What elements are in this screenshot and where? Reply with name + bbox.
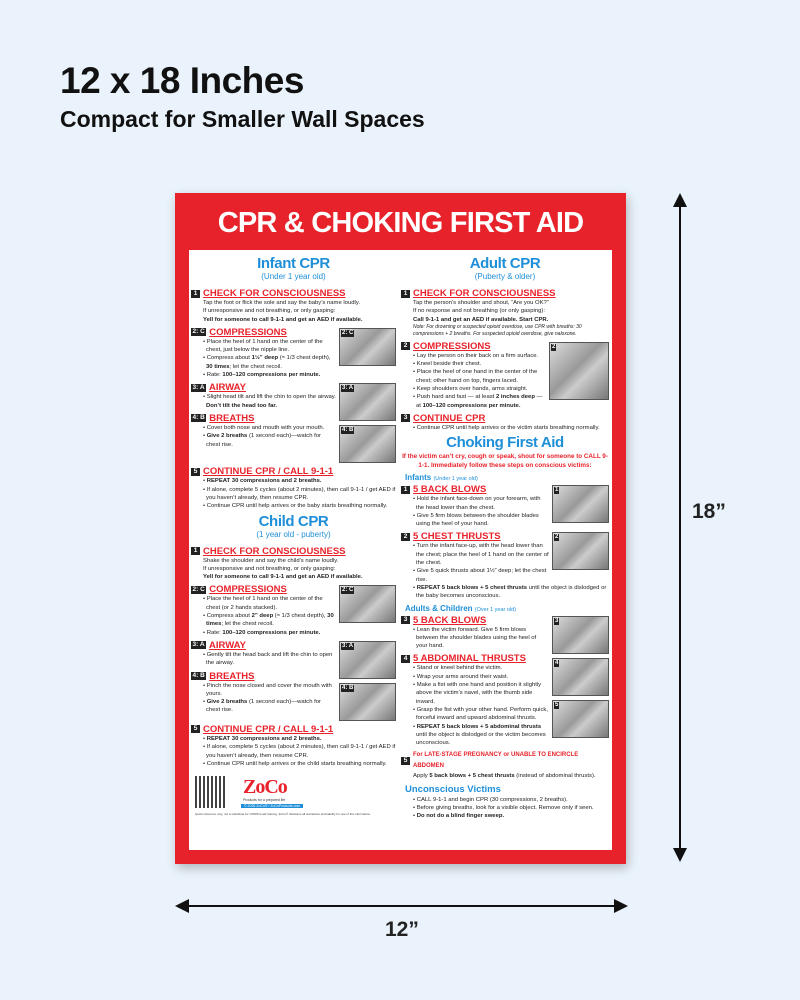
step <box>401 341 609 410</box>
step-bullet: • Lean the victim forward. Give 5 firm blows between the shoulder blades using the heel of your hand. <box>413 626 537 650</box>
step-title: 5 BACK BLOWS <box>413 614 487 626</box>
step <box>191 382 396 410</box>
zoco-logo: ZoCo <box>243 776 287 799</box>
illustration-label: 4 <box>555 659 559 666</box>
text: Compress about <box>206 355 252 362</box>
subsection-title: Adults & Children <box>405 603 473 613</box>
arrow-up-icon <box>673 193 687 207</box>
bold-text: 100–120 compressions per minute. <box>222 629 321 636</box>
bold-text: Yell for someone to call 9-1-1 and get an AED if available. <box>203 574 363 581</box>
width-label: 12” <box>385 918 419 941</box>
step-header <box>401 288 609 299</box>
illustration-label: 4: B <box>342 427 354 434</box>
step-bullet: • If alone, complete 5 cycles (about 2 minutes), then call 9-1-1 / get AED if you haven’t already, then resume CPR. <box>203 486 396 501</box>
step-badge: 2: C <box>192 328 205 336</box>
step-badge: 3 <box>401 616 410 624</box>
step-bullet: • Push hard and fast — at least 2 inches deep — at 100–120 compressions per minute. <box>413 394 543 409</box>
page-heading: 12 x 18 Inches <box>60 60 304 101</box>
illustration <box>552 658 609 696</box>
step-note: Note: For drowning or suspected opioid overdose, use CPR with breaths: 30 compressions + 2 breaths. For suspected opioid overdose, give naloxone. <box>413 323 582 337</box>
bold-text: 2” deep <box>251 613 274 620</box>
bold-text: 30 times <box>206 363 230 370</box>
text: Shake the shoulder and say the child’s name loudly. <box>203 557 339 564</box>
step <box>401 653 609 747</box>
step-title: CHECK FOR CONSCIOUSNESS <box>203 545 346 557</box>
step-badge: 1 <box>191 290 200 298</box>
text: Lean the victim forward. Give 5 firm blows between the shoulder blades using the heel of your hand. <box>416 626 537 650</box>
step-bullet: • Continue CPR until help arrives or the child starts breathing normally. <box>203 760 387 767</box>
bold-text: 100–120 compressions per minute. <box>222 372 321 379</box>
illustration <box>339 425 396 463</box>
step-line <box>401 299 609 307</box>
illustration-label: 1 <box>555 487 559 494</box>
choking-instruction: If the victim can’t cry, cough or speak, shout for someone to CALL 9-1-1. Immediately follow these steps on conscious victims: <box>402 453 608 469</box>
logo-tagline: Products for a prepared life <box>243 798 286 803</box>
step-title: CHECK FOR CONSCIOUSNESS <box>203 288 346 299</box>
step-title: For LATE-STAGE PREGNANCY or UNABLE TO ENCIRCLE ABDOMEN <box>413 752 579 770</box>
text: Make a fist with one hand and position it slightly above the victim’s navel, with the thumb side inward. <box>416 682 542 705</box>
step-bullet: • Gently tilt the head back and lift the chin to open the airway. <box>203 651 333 667</box>
step-line <box>191 316 396 324</box>
illustration <box>339 383 396 421</box>
illustration <box>552 532 609 570</box>
step <box>191 640 396 668</box>
step-badge: 1 <box>401 486 410 494</box>
step-bullet: • Give 2 breaths (1 second each)—watch for chest rise. <box>203 433 321 448</box>
height-label: 18” <box>692 500 726 523</box>
step-bullet: • Pinch the nose closed and cover the mouth with yours. <box>203 682 332 697</box>
right-column <box>401 256 609 821</box>
text: CALL 9-1-1 and begin CPR (30 compressions, 2 breaths). <box>416 796 568 803</box>
text: If alone, complete 5 cycles (about 2 minutes), then call 9-1-1 / get AED if you haven’t already, then resume CPR. <box>206 744 396 759</box>
subsection-heading <box>405 604 609 613</box>
bold-text: REPEAT 30 compressions and 2 breaths. <box>206 478 322 485</box>
text: Push hard and fast — at least <box>416 394 496 401</box>
step-bullet: • Give 5 quick thrusts about 1½” deep; let the chest rise. <box>413 568 547 583</box>
text: Apply <box>413 773 430 780</box>
width-arrow <box>180 905 626 907</box>
step-line <box>191 565 396 573</box>
step-title: COMPRESSIONS <box>209 326 287 338</box>
illustration-label: 2 <box>555 534 559 541</box>
step-title: 5 CHEST THRUSTS <box>413 531 501 543</box>
text: If unresponsive and not breathing, or only gasping: <box>203 565 336 572</box>
step-bullet: • Compress about 1½” deep (≈ 1/3 chest depth), 30 times; let the chest recoil. <box>203 355 331 370</box>
text: Before giving breaths, look for a visible object. Remove only if seen. <box>416 804 594 811</box>
step-bullet: • Continue CPR until help arrives or the victim starts breathing normally. <box>413 424 600 431</box>
step-line <box>401 772 609 780</box>
step-title: CONTINUE CPR / CALL 9-1-1 <box>203 723 334 735</box>
step-badge: 1 <box>191 547 200 555</box>
step <box>191 288 396 324</box>
step <box>191 466 396 510</box>
text: Stand or kneel behind the victim. <box>416 665 503 672</box>
section-subtitle: (Puberty & older) <box>474 272 536 281</box>
step-header <box>401 653 549 664</box>
disclaimer: Quick reference only, not a substitute for CPR/first aid training. ZoCo® disclaims all warranties and liability for use of this information. <box>195 812 371 817</box>
step-title: COMPRESSIONS <box>413 340 491 352</box>
step-bullet: • Place the heel of 1 hand on the center of the chest, just below the nipple line. <box>203 338 323 354</box>
step <box>191 584 396 636</box>
section-title: Choking First Aid <box>446 434 564 452</box>
left-column <box>191 256 396 818</box>
illustration-label: 3 <box>555 617 559 624</box>
subsection-heading <box>405 473 609 482</box>
illustration <box>549 342 609 400</box>
step-line <box>191 573 396 581</box>
bold-text: REPEAT 5 back blows + 5 chest thrusts <box>416 584 528 591</box>
step-header <box>401 341 546 352</box>
step-badge: 2 <box>401 342 410 350</box>
bold-text: Do not do a blind finger sweep. <box>416 813 505 820</box>
text: (≈ 1/3 chest depth), <box>278 355 331 362</box>
bold-text: 30 times <box>206 613 334 628</box>
bold-text: REPEAT 30 compressions and 2 breaths. <box>206 735 322 742</box>
step-header <box>191 640 336 651</box>
illustration <box>339 641 396 679</box>
step <box>401 288 609 338</box>
bold-text: REPEAT 5 back blows + 5 abdominal thrusts <box>416 723 542 730</box>
bold-text: Give 2 breaths <box>206 699 248 706</box>
step-badge: 1 <box>401 290 410 298</box>
step-bullet: • Continue CPR until help arrives or the baby starts breathing normally. <box>203 503 388 510</box>
unconscious-title: Unconscious Victims <box>405 783 501 795</box>
step-bullet: • Keep shoulders over hands, arms straight. <box>413 386 528 393</box>
text: Kneel beside their chest. <box>416 361 482 368</box>
illustration-label: 2 <box>552 343 556 350</box>
text: Hold the infant face-down on your forearm, with the head lower than the chest. <box>416 496 541 511</box>
height-arrow <box>679 198 681 858</box>
bold-text: 100–120 compressions per minute. <box>422 402 521 409</box>
illustration <box>339 585 396 623</box>
text: Keep shoulders over hands, arms straight. <box>416 386 528 393</box>
poster-sheet <box>189 250 612 850</box>
step-title: COMPRESSIONS <box>209 584 287 596</box>
text: Pinch the nose closed and cover the mouth with yours. <box>206 682 332 697</box>
bullet: • CALL 9-1-1 and begin CPR (30 compressions, 2 breaths). <box>413 796 568 803</box>
text: — at <box>416 394 543 409</box>
arrow-down-icon <box>673 848 687 862</box>
illustration-label: 3: A <box>342 642 354 649</box>
step-bullet: • Slight head tilt and lift the chin to open the airway. Don’t tilt the head too far. <box>203 394 336 409</box>
arrow-right-icon <box>614 899 628 913</box>
illustration <box>552 700 609 738</box>
text: Give 5 quick thrusts about 1½” deep; let the chest rise. <box>416 568 547 583</box>
step-title: AIRWAY <box>209 382 247 394</box>
section-subtitle: (Under 1 year old) <box>261 272 326 281</box>
step-bullet: • Lay the person on their back on a firm surface. <box>413 352 539 359</box>
step-bullet: • Cover both nose and mouth with your mouth. <box>203 424 325 431</box>
illustration <box>552 616 609 654</box>
step-badge: 2: C <box>192 585 205 593</box>
text: (1 second each)—watch for chest rise. <box>206 699 321 714</box>
text: Continue CPR until help arrives or the baby starts breathing normally. <box>206 503 388 510</box>
step-header <box>191 382 336 393</box>
step-bullet: • Hold the infant face-down on your forearm, with the head lower than the chest. <box>413 496 541 511</box>
step-title: CONTINUE CPR <box>413 412 486 424</box>
step-line <box>401 316 609 324</box>
step <box>191 546 396 582</box>
text: Slight head tilt and lift the chin to open the airway. <box>206 394 336 401</box>
step-header <box>191 466 396 477</box>
step-bullet: • REPEAT 30 compressions and 2 breaths. <box>203 478 322 485</box>
illustration <box>552 485 609 523</box>
section-title: Infant CPR <box>257 255 330 272</box>
step-header <box>401 531 549 542</box>
poster-title: CPR & CHOKING FIRST AID <box>217 207 584 239</box>
step-badge: 4: B <box>192 672 205 680</box>
step-bullet: • Kneel beside their chest. <box>413 361 482 368</box>
step-title: CHECK FOR CONSCIOUSNESS <box>413 288 556 299</box>
text: Lay the person on their back on a firm surface. <box>416 352 539 359</box>
step-bullet: • If alone, complete 5 cycles (about 2 minutes), then call 9-1-1 / get AED if you haven’t already, then resume CPR. <box>203 744 396 759</box>
text: Grasp the fist with your other hand. Perform quick, forceful inward and upward abdominal thrusts. <box>416 706 548 722</box>
bullet: • Before giving breaths, look for a visible object. Remove only if seen. <box>413 804 594 811</box>
text: If alone, complete 5 cycles (about 2 minutes), then call 9-1-1 / get AED if you haven’t already, then resume CPR. <box>206 486 396 501</box>
illustration-label: 2: C <box>342 587 354 594</box>
step-header <box>191 724 396 735</box>
illustration-label: 4: B <box>342 684 354 691</box>
step-bullet: • REPEAT 5 back blows + 5 chest thrusts until the object is dislodged or the baby becomes unconscious. <box>413 584 607 600</box>
step-badge: 4 <box>401 655 410 663</box>
text: If no response and not breathing (or only gasping): <box>413 308 545 315</box>
illustration-label: 3: A <box>342 385 354 392</box>
bold-text: 1½” deep <box>251 355 279 362</box>
step-bullet: • Rate: 100–120 compressions per minute. <box>203 372 321 379</box>
step-title: BREATHS <box>209 412 255 424</box>
arrow-left-icon <box>175 899 189 913</box>
text: ; let the chest recoil. <box>221 621 274 628</box>
text: Tap the person’s shoulder and shout, “Are you OK?” <box>413 300 549 306</box>
step-bullet: • Give 2 breaths (1 second each)—watch for chest rise. <box>203 699 321 714</box>
subsection-title: Infants <box>405 473 432 483</box>
step-bullet: • Wrap your arms around their waist. <box>413 673 509 680</box>
step <box>401 750 609 780</box>
text: (instead of abdominal thrusts). <box>514 773 596 780</box>
step-badge: 3: A <box>192 641 205 649</box>
step-bullet: • Stand or kneel behind the victim. <box>413 665 503 672</box>
bold-text: Don’t tilt the head too far. <box>206 402 278 409</box>
text: Continue CPR until help arrives or the child starts breathing normally. <box>206 760 387 767</box>
step-header <box>401 615 549 626</box>
step-bullet: • Turn the infant face-up, with the head lower than the chest; place the heel of 1 hand on the center of the chest. <box>413 543 549 567</box>
text: Wrap your arms around their waist. <box>416 673 509 680</box>
step-bullet: • Make a fist with one hand and position it slightly above the victim’s navel, with the thumb side inward. <box>413 682 542 705</box>
step-bullet: • Rate: 100–120 compressions per minute. <box>203 629 321 636</box>
section-title: Child CPR <box>258 512 329 530</box>
step-bullet: • Give 5 firm blows between the shoulder blades using the heel of your hand. <box>413 512 539 528</box>
step-title: AIRWAY <box>209 639 247 651</box>
step-badge: 5 <box>191 725 200 733</box>
text: (1 second each)—watch for chest rise. <box>206 433 321 448</box>
step-badge: 4: B <box>192 414 205 422</box>
text: Turn the infant face-up, with the head lower than the chest; place the heel of 1 hand on the center of the chest. <box>416 543 549 567</box>
bold-text: 2 inches deep <box>495 394 535 401</box>
step-line <box>191 557 396 565</box>
text: until the object is dislodged or the baby becomes unconscious. <box>416 584 607 600</box>
poster <box>175 193 626 864</box>
step-badge: 5 <box>191 468 200 476</box>
step-title: BREATHS <box>209 670 255 682</box>
step <box>401 413 609 432</box>
text: Rate: <box>206 629 223 636</box>
step-header <box>191 671 336 682</box>
text: Place the heel of 1 hand on the center of the chest, just below the nipple line. <box>206 338 323 354</box>
subsection-age: (Under 1 year old) <box>433 476 478 483</box>
step-header <box>401 484 549 495</box>
illustration-label: 2: C <box>342 329 354 336</box>
text: Gently tilt the head back and lift the chin to open the airway. <box>206 651 333 667</box>
step <box>191 724 396 768</box>
footer <box>195 776 395 818</box>
section-title: Adult CPR <box>469 255 541 272</box>
step <box>191 327 396 379</box>
text: Continue CPR until help arrives or the victim starts breathing normally. <box>416 424 600 431</box>
page-subheading: Compact for Smaller Wall Spaces <box>60 106 425 132</box>
step-line <box>401 307 609 315</box>
footer-url: © 2026 ZoCo® / ZoCoProducts.com <box>241 804 303 808</box>
step-header <box>401 750 609 772</box>
illustration <box>339 683 396 721</box>
step-bullet: • Place the heel of 1 hand on the center of the chest (or 2 hands stacked). <box>203 596 323 611</box>
text: Rate: <box>206 372 223 379</box>
text: Compress about <box>206 613 252 620</box>
bold-text: Call 9-1-1 and get an AED if available. Start CPR. <box>413 316 549 323</box>
text: Give 5 firm blows between the shoulder blades using the heel of your hand. <box>416 512 539 528</box>
text: until the object is dislodged or the victim becomes unconscious. <box>416 731 546 747</box>
illustration <box>339 328 396 366</box>
step-badge: 2 <box>401 533 410 541</box>
step-bullet: • Grasp the fist with your other hand. Perform quick, forceful inward and upward abdominal thrusts. <box>413 706 548 722</box>
step <box>401 531 609 600</box>
subsection-age: (Over 1 year old) <box>474 606 517 613</box>
section-subtitle: (1 year old - puberty) <box>256 529 331 539</box>
bold-text: 5 back blows + 5 chest thrusts <box>429 773 515 780</box>
step-header <box>191 327 336 338</box>
step-header <box>191 584 336 595</box>
step-bullet: • Compress about 2” deep (≈ 1/3 chest depth), 30 times; let the chest recoil. <box>203 613 334 628</box>
step-badge: 5 <box>401 757 410 765</box>
step-header <box>401 413 609 424</box>
bold-text: Give 2 breaths <box>206 433 248 440</box>
text: (≈ 1/3 chest depth), <box>273 613 328 620</box>
step-header <box>191 288 396 299</box>
illustration-label: 5 <box>555 701 559 708</box>
bold-text: Yell for someone to call 9-1-1 and get an AED if available. <box>203 316 363 323</box>
step-bullet: • REPEAT 30 compressions and 2 breaths. <box>203 735 322 742</box>
step-bullet: • REPEAT 5 back blows + 5 abdominal thrusts until the object is dislodged or the victim becomes unconscious. <box>413 723 546 747</box>
step-header <box>191 413 336 424</box>
step-title: CONTINUE CPR / CALL 9-1-1 <box>203 466 334 478</box>
step-badge: 3: A <box>192 383 205 391</box>
step-header <box>191 546 396 557</box>
step <box>401 615 609 651</box>
step-title: 5 BACK BLOWS <box>413 484 487 496</box>
text: Place the heel of 1 hand on the center of the chest (or 2 hands stacked). <box>206 596 323 611</box>
step-title: 5 ABDOMINAL THRUSTS <box>413 653 526 665</box>
step <box>401 484 609 528</box>
step-bullet: • Place the heel of one hand in the center of the chest; other hand on top, fingers laced. <box>413 369 538 384</box>
text: Place the heel of one hand in the center of the chest; other hand on top, fingers laced. <box>416 369 538 384</box>
text: If unresponsive and not breathing, or only gasping: <box>203 308 336 315</box>
text: ; let the chest recoil. <box>229 363 282 370</box>
bullet: • Do not do a blind finger sweep. <box>413 813 505 820</box>
text: Tap the foot or flick the sole and say the baby’s name loudly. <box>203 300 360 306</box>
text: Cover both nose and mouth with your mouth. <box>206 424 325 431</box>
step-line <box>191 307 396 315</box>
step-badge: 3 <box>401 414 410 422</box>
qr-code <box>195 776 227 808</box>
step-line <box>191 299 396 307</box>
